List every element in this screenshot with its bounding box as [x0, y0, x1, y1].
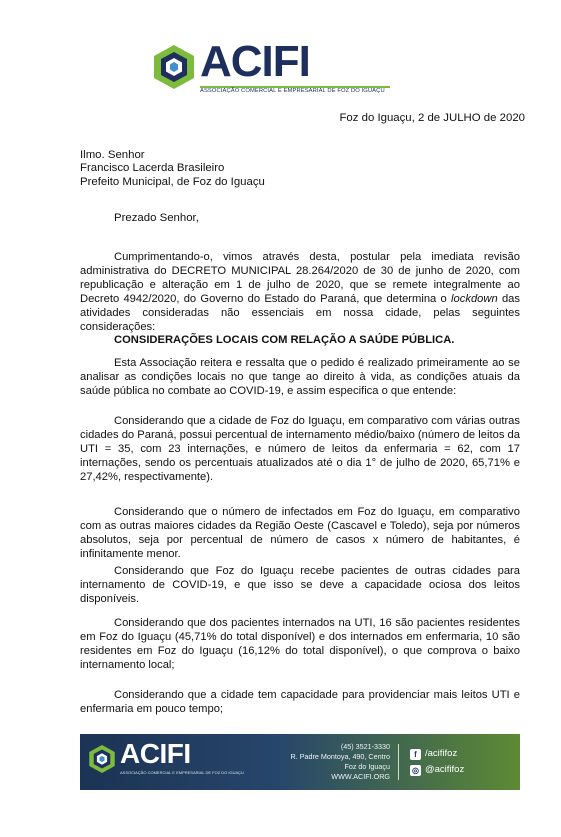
section-heading: CONSIDERAÇÕES LOCAIS COM RELAÇÃO A SAÚDE PÚBLICA. [114, 334, 455, 346]
recipient-name: Francisco Lacerda Brasileiro [80, 162, 225, 175]
footer-phone: (45) 3521-3330 [340, 742, 390, 751]
greeting: Prezado Senhor, [114, 212, 199, 224]
instagram-handle: @acififoz [425, 764, 465, 775]
instagram-icon: ◎ [410, 765, 421, 776]
facebook-icon: f [410, 749, 421, 760]
header-logo [152, 37, 392, 104]
facebook-link[interactable] [410, 746, 464, 762]
facebook-handle: /acififoz [425, 748, 458, 759]
paragraph-1 [80, 356, 520, 398]
recipient-position: Prefeito Municipal, de Foz do Iguaçu [80, 175, 265, 188]
footer-logo-subtitle: ASSOCIAÇÃO COMERCIAL E EMPRESARIAL DE FOZ DO IGUAÇU [120, 770, 244, 775]
paragraph-4 [80, 564, 520, 606]
paragraph-2 [80, 414, 520, 484]
logo-wordmark: ACIFI [200, 37, 310, 86]
paragraph-text: Esta Associação reitera e ressalta que o pedido é realizado primeiramente ao se analisar as condições locais no que tange ao direito à vida, as condições atuais da saúde pública no combate ao COVID-19, e assim especifica o que entende: [80, 357, 520, 397]
paragraph-text: Considerando que Foz do Iguaçu recebe pacientes de outras cidades para internamento de COVID-19, e que isso se deve a capacidade ociosa dos leitos disponíveis. [80, 565, 520, 605]
paragraph-3 [80, 505, 520, 561]
intro-italic: lockdown [451, 293, 498, 305]
intro-text-2: das atividades consideradas não essenciais em nossa cidade, pelas seguintes considerações: [80, 293, 520, 333]
footer-social [410, 746, 464, 778]
instagram-link[interactable] [410, 762, 464, 778]
intro-paragraph [80, 250, 520, 334]
footer-website[interactable]: WWW.ACIFI.ORG [331, 772, 390, 781]
paragraph-5 [80, 616, 520, 672]
paragraph-text: Considerando que a cidade tem capacidade para providenciar mais leitos UTI e enfermaria em pouco tempo; [80, 689, 520, 715]
footer-wordmark: ACIFI [120, 738, 191, 769]
paragraph-text: Considerando que o número de infectados em Foz do Iguaçu, em comparativo com as outras maiores cidades da Região Oeste (Cascavel e Toledo), seja por números absolutos, seja por percentual de número de casos x número de habitantes, é infinitamente menor. [80, 506, 520, 560]
recipient-block [80, 149, 265, 189]
footer-divider [398, 744, 399, 780]
footer-address-2: Foz do Iguaçu [344, 762, 390, 771]
logo-subtitle: ASSOCIAÇÃO COMERCIAL E EMPRESARIAL DE FOZ DO IGUAÇU [200, 88, 385, 94]
paragraph-text: Considerando que a cidade de Foz do Iguaçu, em comparativo com várias outras cidades do Paraná, possui percentual de internamento médio/baixo (número de leitos da UTI = 35, com 23 internações, e número de leitos da enfermaria = 62, com 17 internações, sendo os percentuais atualizados até o dia 1° de julho de 2020, 65,71% e 27,42%, respectivamente). [80, 415, 520, 483]
recipient-title: Ilmo. Senhor [80, 149, 145, 161]
date-line: Foz do Iguaçu, 2 de JULHO de 2020 [339, 112, 525, 124]
footer-emblem-icon [88, 744, 116, 774]
hexagon-emblem-icon [152, 44, 196, 90]
footer-contact [270, 742, 390, 782]
paragraph-text: Considerando que dos pacientes internados na UTI, 16 são pacientes residentes em Foz do Iguaçu (45,71% do total disponível) e dos internados em enfermaria, 10 são residentes em Foz do Iguaçu (16,12% do total disponível), o que comprova o baixo internamento local; [80, 617, 520, 671]
intro-text-1: Cumprimentando-o, vimos através desta, postular pela imediata revisão administrativa do DECRETO MUNICIPAL 28.264/2020 de 30 de junho de 2020, com republicação e alteração em 1 de julho de 2020, que se remete integralmente ao Decreto 4942/2020, do Governo do Estado do Paraná, que determina o [80, 251, 520, 305]
footer-address-1: R. Padre Montoya, 490, Centro [290, 752, 390, 761]
footer-banner [80, 734, 520, 790]
paragraph-6 [80, 688, 520, 716]
